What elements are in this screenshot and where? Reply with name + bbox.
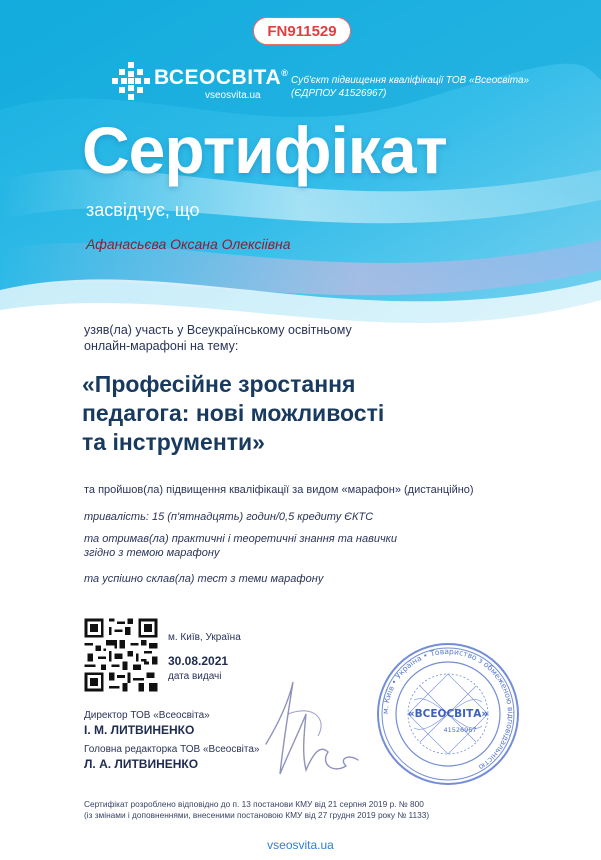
issue-date: 30.08.2021 — [168, 654, 229, 668]
duration-text: тривалість: 15 (п'ятнадцять) годин/0,5 кредиту ЄКТС — [84, 511, 374, 523]
qr-code — [82, 616, 160, 694]
issue-date-label: дата видачі — [168, 671, 222, 682]
topic-line-2: педагога: нові можливості — [82, 400, 385, 426]
certificate-subtitle: засвідчує, що — [86, 200, 200, 220]
seal-code-text: 41526967 — [443, 726, 477, 734]
signatory-role: Головна редакторка ТОВ «Всеосвіта» — [84, 744, 260, 755]
signatory-name: І. М. ЛИТВИНЕНКО — [84, 723, 195, 737]
legal-note-line-1: Сертифікат розроблено відповідно до п. 13 постанови КМУ від 21 серпня 2019 р. № 800 — [84, 799, 424, 809]
company-seal-stamp — [374, 640, 522, 788]
seal-center-text: «ВСЕОСВІТА» — [407, 708, 489, 720]
provider-info — [291, 74, 551, 100]
topic-line-1: «Професійне зростання — [82, 371, 356, 397]
intro-line-1: узяв(ла) участь у Всеукраїнському освітньому — [84, 323, 352, 337]
issue-city: м. Київ, Україна — [168, 632, 241, 643]
signatory-editor — [84, 744, 259, 771]
certificate-title: Сертифікат — [82, 113, 447, 187]
knowledge-text — [84, 532, 397, 560]
brand-name: ВСЕОСВІТА® — [154, 66, 289, 89]
signatory-director — [84, 710, 210, 737]
recipient-name: Афанасьєва Оксана Олексіівна — [86, 236, 291, 252]
knowledge-line-2: згідно з темою марафону — [84, 547, 220, 559]
provider-line-2: (ЄДРПОУ 41526967) — [291, 88, 387, 99]
knowledge-line-1: та отримав(ла) практичні і теоретичні знання та навички — [84, 533, 397, 545]
certificate-id-badge: FN911529 — [253, 17, 351, 45]
topic-line-3: та інструменти» — [82, 429, 265, 455]
legal-note-line-2: (із змінами і доповненнями, внесеними постановою КМУ від 27 грудня 2019 року № 1133) — [84, 810, 430, 820]
qualification-text: та пройшов(ла) підвищення кваліфікації за видом «марафон» (дистанційно) — [84, 484, 474, 496]
test-text: та успішно склав(ла) тест з теми марафону — [84, 573, 324, 585]
brand-url: vseosvita.ua — [205, 90, 261, 101]
handwritten-signature — [258, 674, 368, 794]
signatory-name: Л. А. ЛИТВИНЕНКО — [84, 757, 199, 771]
intro-text — [84, 322, 444, 354]
marathon-topic — [82, 370, 502, 457]
legal-note — [84, 799, 544, 821]
footer-website-link[interactable]: vseosvita.ua — [267, 838, 334, 852]
provider-line-1: Суб'єкт підвищення кваліфікації ТОВ «Всеосвіта» — [291, 75, 530, 86]
signatory-role: Директор ТОВ «Всеосвіта» — [84, 710, 210, 721]
snowflake-logo-icon — [108, 58, 154, 104]
seal-ring-text: м. Київ • Україна • Товариство з обмеженою відповідальністю — [380, 646, 516, 772]
intro-line-2: онлайн-марафоні на тему: — [84, 339, 239, 353]
